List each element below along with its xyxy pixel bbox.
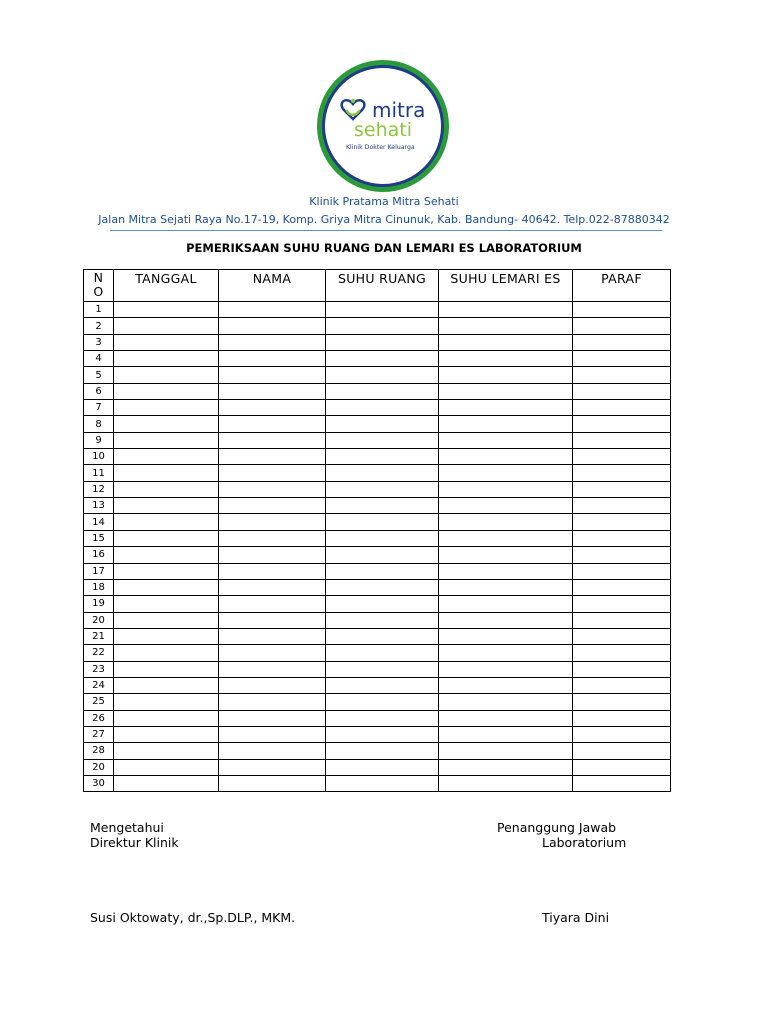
nama-cell — [219, 416, 326, 432]
row-number: 4 — [84, 351, 114, 367]
suhu-ruang-cell — [326, 367, 439, 383]
tanggal-cell — [114, 367, 219, 383]
tanggal-cell — [114, 547, 219, 563]
nama-cell — [219, 498, 326, 514]
tanggal-cell — [114, 318, 219, 334]
tanggal-cell — [114, 514, 219, 530]
paraf-cell — [573, 677, 671, 693]
row-number: 20 — [84, 612, 114, 628]
suhu-lemari-es-cell — [439, 579, 573, 595]
suhu-lemari-es-cell — [439, 661, 573, 677]
row-number: 28 — [84, 743, 114, 759]
row-number: 10 — [84, 449, 114, 465]
tanggal-cell — [114, 661, 219, 677]
nama-cell — [219, 547, 326, 563]
logo-brand-bottom: sehati — [354, 119, 413, 141]
paraf-cell — [573, 628, 671, 644]
suhu-ruang-cell — [326, 628, 439, 644]
paraf-cell — [573, 563, 671, 579]
row-number: 7 — [84, 400, 114, 416]
suhu-lemari-es-cell — [439, 465, 573, 481]
clinic-address: Jalan Mitra Sejati Raya No.17-19, Komp. Griya Mitra Cinunuk, Kab. Bandung- 40642. Telp.022-87880342 — [98, 213, 670, 226]
paraf-cell — [573, 710, 671, 726]
nama-cell — [219, 481, 326, 497]
suhu-lemari-es-cell — [439, 449, 573, 465]
paraf-cell — [573, 334, 671, 350]
suhu-ruang-cell — [326, 383, 439, 399]
tanggal-cell — [114, 481, 219, 497]
suhu-lemari-es-cell — [439, 677, 573, 693]
tanggal-cell — [114, 677, 219, 693]
suhu-ruang-cell — [326, 334, 439, 350]
paraf-cell — [573, 318, 671, 334]
nama-cell — [219, 367, 326, 383]
suhu-ruang-cell — [326, 514, 439, 530]
tanggal-cell — [114, 596, 219, 612]
suhu-lemari-es-cell — [439, 318, 573, 334]
suhu-ruang-cell — [326, 563, 439, 579]
table-header-row — [84, 270, 671, 302]
suhu-lemari-es-cell — [439, 710, 573, 726]
suhu-lemari-es-cell — [439, 530, 573, 546]
nama-cell — [219, 661, 326, 677]
tanggal-cell — [114, 628, 219, 644]
laboratory-label: Laboratorium — [542, 835, 627, 850]
suhu-ruang-cell — [326, 547, 439, 563]
row-number: 26 — [84, 710, 114, 726]
column-header-suhu-ruang: SUHU RUANG — [326, 270, 439, 302]
header-divider — [110, 230, 662, 231]
paraf-cell — [573, 351, 671, 367]
paraf-cell — [573, 530, 671, 546]
paraf-cell — [573, 661, 671, 677]
table-row — [84, 563, 671, 579]
suhu-lemari-es-cell — [439, 612, 573, 628]
suhu-ruang-cell — [326, 400, 439, 416]
suhu-lemari-es-cell — [439, 645, 573, 661]
paraf-cell — [573, 547, 671, 563]
nama-cell — [219, 351, 326, 367]
nama-cell — [219, 628, 326, 644]
table-row — [84, 498, 671, 514]
suhu-lemari-es-cell — [439, 351, 573, 367]
row-number: 13 — [84, 498, 114, 514]
paraf-cell — [573, 514, 671, 530]
nama-cell — [219, 400, 326, 416]
nama-cell — [219, 514, 326, 530]
suhu-lemari-es-cell — [439, 367, 573, 383]
suhu-lemari-es-cell — [439, 432, 573, 448]
row-number: 30 — [84, 775, 114, 791]
nama-cell — [219, 465, 326, 481]
clinic-logo — [314, 57, 452, 195]
paraf-cell — [573, 759, 671, 775]
tanggal-cell — [114, 334, 219, 350]
suhu-ruang-cell — [326, 775, 439, 791]
paraf-cell — [573, 465, 671, 481]
table-row — [84, 710, 671, 726]
suhu-lemari-es-cell — [439, 596, 573, 612]
table-row — [84, 530, 671, 546]
paraf-cell — [573, 775, 671, 791]
row-number: 21 — [84, 628, 114, 644]
suhu-ruang-cell — [326, 759, 439, 775]
nama-cell — [219, 449, 326, 465]
tanggal-cell — [114, 416, 219, 432]
document-title: PEMERIKSAAN SUHU RUANG DAN LEMARI ES LABORATORIUM — [186, 241, 582, 255]
nama-cell — [219, 694, 326, 710]
row-number: 18 — [84, 579, 114, 595]
suhu-ruang-cell — [326, 612, 439, 628]
paraf-cell — [573, 481, 671, 497]
tanggal-cell — [114, 302, 219, 318]
suhu-lemari-es-cell — [439, 759, 573, 775]
nama-cell — [219, 530, 326, 546]
tanggal-cell — [114, 351, 219, 367]
table-row — [84, 449, 671, 465]
table-row — [84, 759, 671, 775]
paraf-cell — [573, 498, 671, 514]
suhu-lemari-es-cell — [439, 726, 573, 742]
suhu-ruang-cell — [326, 645, 439, 661]
tanggal-cell — [114, 612, 219, 628]
suhu-lemari-es-cell — [439, 334, 573, 350]
row-number: 27 — [84, 726, 114, 742]
nama-cell — [219, 334, 326, 350]
table-row — [84, 367, 671, 383]
tanggal-cell — [114, 563, 219, 579]
nama-cell — [219, 383, 326, 399]
suhu-ruang-cell — [326, 465, 439, 481]
suhu-ruang-cell — [326, 677, 439, 693]
suhu-lemari-es-cell — [439, 302, 573, 318]
tanggal-cell — [114, 449, 219, 465]
nama-cell — [219, 743, 326, 759]
suhu-lemari-es-cell — [439, 547, 573, 563]
suhu-ruang-cell — [326, 579, 439, 595]
column-header-paraf: PARAF — [573, 270, 671, 302]
table-row — [84, 318, 671, 334]
row-number: 14 — [84, 514, 114, 530]
row-number: 3 — [84, 334, 114, 350]
row-number: 11 — [84, 465, 114, 481]
paraf-cell — [573, 726, 671, 742]
tanggal-cell — [114, 726, 219, 742]
row-number: 25 — [84, 694, 114, 710]
nama-cell — [219, 710, 326, 726]
row-number: 15 — [84, 530, 114, 546]
acknowledged-label: Mengetahui — [90, 820, 164, 835]
table-row — [84, 743, 671, 759]
row-number: 23 — [84, 661, 114, 677]
suhu-lemari-es-cell — [439, 514, 573, 530]
suhu-ruang-cell — [326, 530, 439, 546]
paraf-cell — [573, 612, 671, 628]
tanggal-cell — [114, 759, 219, 775]
paraf-cell — [573, 645, 671, 661]
suhu-ruang-cell — [326, 743, 439, 759]
suhu-ruang-cell — [326, 432, 439, 448]
table-row — [84, 416, 671, 432]
table-row — [84, 514, 671, 530]
table-row — [84, 465, 671, 481]
paraf-cell — [573, 449, 671, 465]
suhu-lemari-es-cell — [439, 563, 573, 579]
suhu-ruang-cell — [326, 481, 439, 497]
tanggal-cell — [114, 645, 219, 661]
tanggal-cell — [114, 710, 219, 726]
director-name: Susi Oktowaty, dr.,Sp.DLP., MKM. — [90, 910, 296, 925]
suhu-lemari-es-cell — [439, 694, 573, 710]
suhu-ruang-cell — [326, 661, 439, 677]
tanggal-cell — [114, 498, 219, 514]
column-header-no: N O — [84, 270, 114, 302]
row-number: 20 — [84, 759, 114, 775]
suhu-lemari-es-cell — [439, 383, 573, 399]
logo-brand-top: mitra — [372, 98, 426, 122]
suhu-ruang-cell — [326, 318, 439, 334]
table-row — [84, 775, 671, 791]
suhu-lemari-es-cell — [439, 743, 573, 759]
table-row — [84, 694, 671, 710]
suhu-lemari-es-cell — [439, 628, 573, 644]
row-number: 16 — [84, 547, 114, 563]
table-row — [84, 596, 671, 612]
table-row — [84, 351, 671, 367]
paraf-cell — [573, 383, 671, 399]
nama-cell — [219, 579, 326, 595]
tanggal-cell — [114, 743, 219, 759]
paraf-cell — [573, 432, 671, 448]
tanggal-cell — [114, 694, 219, 710]
row-number: 19 — [84, 596, 114, 612]
nama-cell — [219, 726, 326, 742]
suhu-ruang-cell — [326, 694, 439, 710]
table-row — [84, 432, 671, 448]
tanggal-cell — [114, 530, 219, 546]
paraf-cell — [573, 400, 671, 416]
suhu-lemari-es-cell — [439, 775, 573, 791]
table-row — [84, 579, 671, 595]
column-header-nama: NAMA — [219, 270, 326, 302]
row-number: 22 — [84, 645, 114, 661]
paraf-cell — [573, 302, 671, 318]
person-in-charge-label: Penanggung Jawab — [497, 820, 617, 835]
paraf-cell — [573, 694, 671, 710]
table-row — [84, 302, 671, 318]
paraf-cell — [573, 743, 671, 759]
suhu-ruang-cell — [326, 726, 439, 742]
column-header-suhu-lemari-es: SUHU LEMARI ES — [439, 270, 573, 302]
nama-cell — [219, 645, 326, 661]
clinic-director-label: Direktur Klinik — [90, 835, 179, 850]
nama-cell — [219, 302, 326, 318]
suhu-ruang-cell — [326, 416, 439, 432]
nama-cell — [219, 563, 326, 579]
tanggal-cell — [114, 465, 219, 481]
suhu-lemari-es-cell — [439, 481, 573, 497]
row-number: 2 — [84, 318, 114, 334]
logo-tagline: Klinik Dokter Keluarga — [346, 144, 415, 151]
table-row — [84, 547, 671, 563]
row-number: 6 — [84, 383, 114, 399]
nama-cell — [219, 677, 326, 693]
suhu-lemari-es-cell — [439, 400, 573, 416]
suhu-ruang-cell — [326, 710, 439, 726]
row-number: 12 — [84, 481, 114, 497]
nama-cell — [219, 596, 326, 612]
suhu-ruang-cell — [326, 302, 439, 318]
table-row — [84, 726, 671, 742]
table-row — [84, 334, 671, 350]
paraf-cell — [573, 596, 671, 612]
person-in-charge-name: Tiyara Dini — [542, 910, 610, 925]
nama-cell — [219, 318, 326, 334]
table-row — [84, 612, 671, 628]
tanggal-cell — [114, 579, 219, 595]
suhu-ruang-cell — [326, 449, 439, 465]
table-row — [84, 628, 671, 644]
clinic-name: Klinik Pratama Mitra Sehati — [309, 195, 459, 208]
temperature-log-table — [83, 269, 671, 792]
tanggal-cell — [114, 383, 219, 399]
table-row — [84, 661, 671, 677]
row-number: 8 — [84, 416, 114, 432]
nama-cell — [219, 612, 326, 628]
table-row — [84, 383, 671, 399]
tanggal-cell — [114, 400, 219, 416]
tanggal-cell — [114, 775, 219, 791]
paraf-cell — [573, 416, 671, 432]
nama-cell — [219, 775, 326, 791]
suhu-ruang-cell — [326, 351, 439, 367]
tanggal-cell — [114, 432, 219, 448]
paraf-cell — [573, 579, 671, 595]
table-row — [84, 400, 671, 416]
row-number: 9 — [84, 432, 114, 448]
suhu-lemari-es-cell — [439, 416, 573, 432]
nama-cell — [219, 759, 326, 775]
table-row — [84, 481, 671, 497]
suhu-lemari-es-cell — [439, 498, 573, 514]
suhu-ruang-cell — [326, 498, 439, 514]
paraf-cell — [573, 367, 671, 383]
row-number: 17 — [84, 563, 114, 579]
table-row — [84, 645, 671, 661]
table-row — [84, 677, 671, 693]
row-number: 1 — [84, 302, 114, 318]
suhu-ruang-cell — [326, 596, 439, 612]
row-number: 24 — [84, 677, 114, 693]
nama-cell — [219, 432, 326, 448]
column-header-tanggal: TANGGAL — [114, 270, 219, 302]
row-number: 5 — [84, 367, 114, 383]
